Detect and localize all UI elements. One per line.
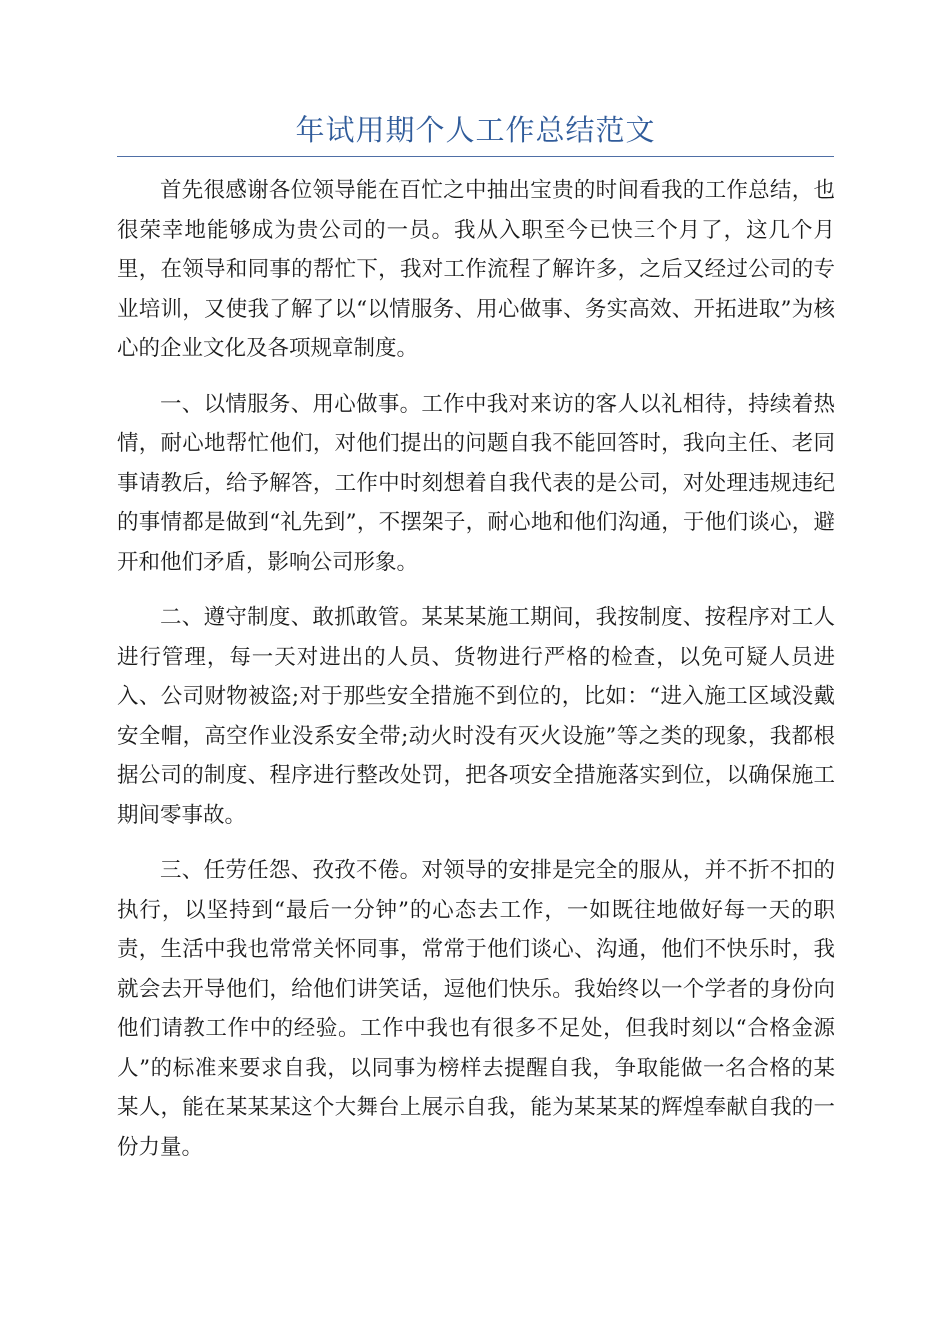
paragraph-section-1: 一、以情服务、用心做事。工作中我对来访的客人以礼相待，持续着热情，耐心地帮忙他们，对他们提出的问题自我不能回答时，我向主任、老同事请教后，给予解答，工作中时刻想着自我代表的是公司，对处理违规违纪的事情都是做到“礼先到”，不摆架子，耐心地和他们沟通，于他们谈心，避开和他们矛盾，影响公司形象。 bbox=[117, 391, 835, 575]
document-title: 年试用期个人工作总结范文 bbox=[295, 113, 656, 147]
paragraph-section-2: 二、遵守制度、敢抓敢管。某某某施工期间，我按制度、按程序对工人进行管理，每一天对进出的人员、货物进行严格的检查，以免可疑人员进入、公司财物被盗;对于那些安全措施不到位的，比如：“进入施工区域没戴安全帽，高空作业没系安全带;动火时没有灭火设施”等之类的现象，我都根据公司的制度、程序进行整改处罚，把各项安全措施落实到位，以确保施工期间零事故。 bbox=[117, 605, 835, 828]
title-block bbox=[117, 110, 834, 157]
paragraph-section-3: 三、任劳任怨、孜孜不倦。对领导的安排是完全的服从，并不折不扣的执行，以坚持到“最后一分钟”的心态去工作，一如既往地做好每一天的职责，生活中我也常常关怀同事，常常于他们谈心、沟通，他们不快乐时，我就会去开导他们，给他们讲笑话，逗他们快乐。我始终以一个学者的身份向他们请教工作中的经验。工作中我也有很多不足处，但我时刻以“合格金源人”的标准来要求自我，以同事为榜样去提醒自我，争取能做一名合格的某某人，能在某某某这个大舞台上展示自我，能为某某某的辉煌奉献自我的一份力量。 bbox=[117, 858, 835, 1160]
paragraph-intro: 首先很感谢各位领导能在百忙之中抽出宝贵的时间看我的工作总结，也很荣幸地能够成为贵公司的一员。我从入职至今已快三个月了，这几个月里，在领导和同事的帮忙下，我对工作流程了解许多，之后又经过公司的专业培训，又使我了解了以“以情服务、用心做事、务实高效、开拓进取”为核心的企业文化及各项规章制度。 bbox=[117, 178, 835, 361]
document-body bbox=[117, 171, 835, 1183]
